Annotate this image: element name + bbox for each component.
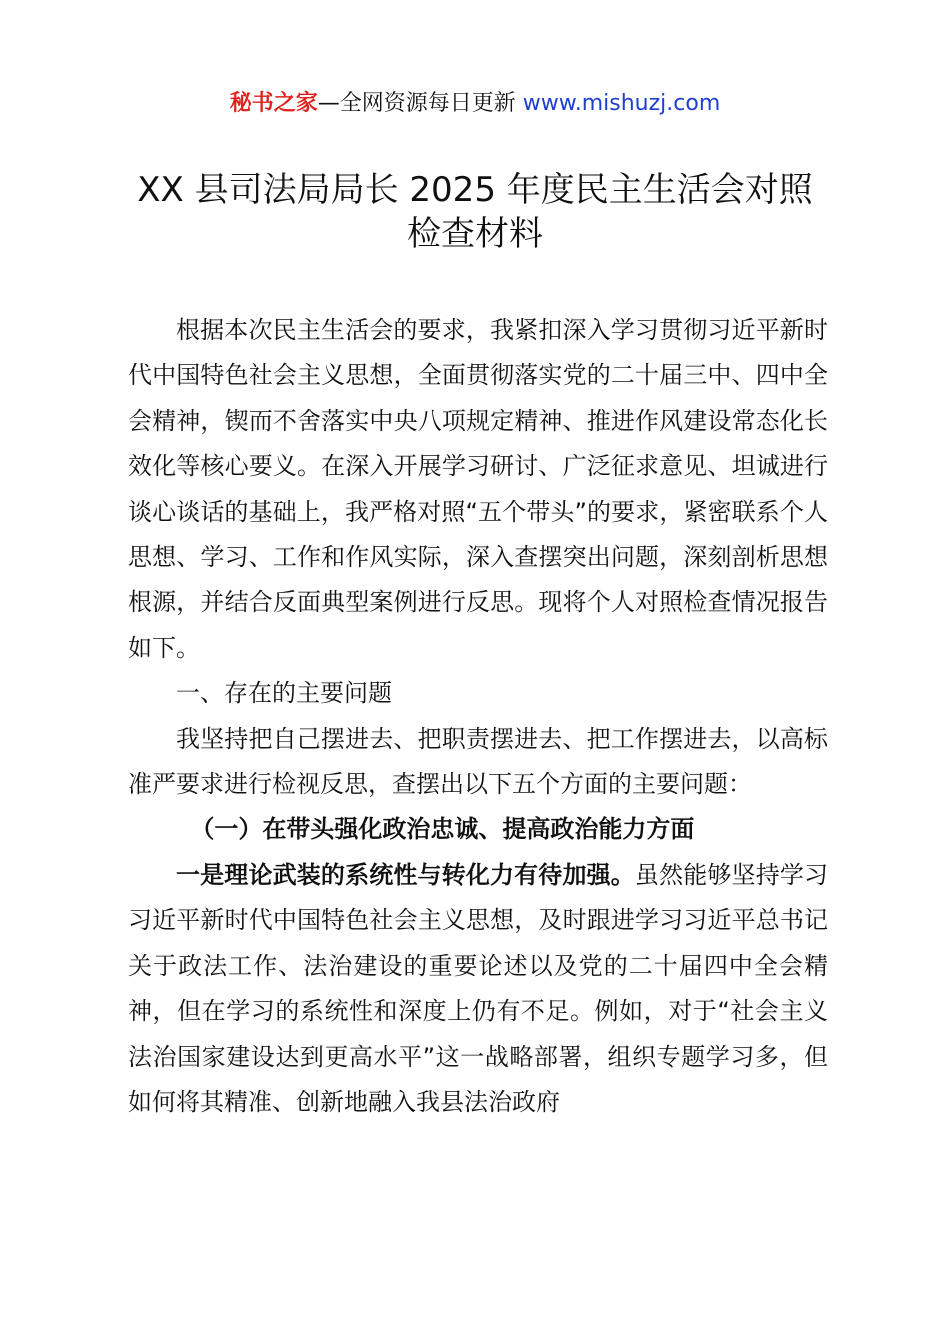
title-line-2: 检查材料 [407,214,543,254]
title-line-1: XX 县司法局局长 2025 年度民主生活会对照 [137,170,813,210]
point-lead: 一是理论武装的系统性与转化力有待加强。 [176,860,635,889]
section-heading: 一、存在的主要问题 [176,679,392,708]
point-paragraph [128,853,828,1125]
document-body [128,308,828,1125]
section-intro-paragraph: 我坚持把自己摆进去、把职责摆进去、把工作摆进去，以高标准严要求进行检视反思，查摆出以下五个方面的主要问题： [128,724,828,799]
document-title [110,168,840,256]
watermark-header [0,88,950,120]
point-text: 虽然能够坚持学习习近平新时代中国特色社会主义思想，及时跟进学习习近平总书记关于政法工作、法治建设的重要论述以及党的二十届四中全会精神，但在学习的系统性和深度上仍有不足。例如，对于“社会主义法治国家建设达到更高水平”这一战略部署，组织专题学习多，但如何将其精准、创新地融入我县法治政府 [128,860,828,1116]
site-url-link[interactable]: www.mishuzj.com [522,91,721,116]
header-slogan: —全网资源每日更新 [317,91,516,116]
intro-paragraph: 根据本次民主生活会的要求，我紧扣深入学习贯彻习近平新时代中国特色社会主义思想，全面贯彻落实党的二十届三中、四中全会精神，锲而不舍落实中央八项规定精神、推进作风建设常态化长效化等核心要义。在深入开展学习研讨、广泛征求意见、坦诚进行谈心谈话的基础上，我严格对照“五个带头”的要求，紧密联系个人思想、学习、工作和作风实际，深入查摆突出问题，深刻剖析思想根源，并结合反面典型案例进行反思。现将个人对照检查情况报告如下。 [128,316,828,662]
subsection-heading: （一）在带头强化政治忠诚、提高政治能力方面 [190,815,695,844]
brand-name: 秘书之家 [229,91,318,116]
